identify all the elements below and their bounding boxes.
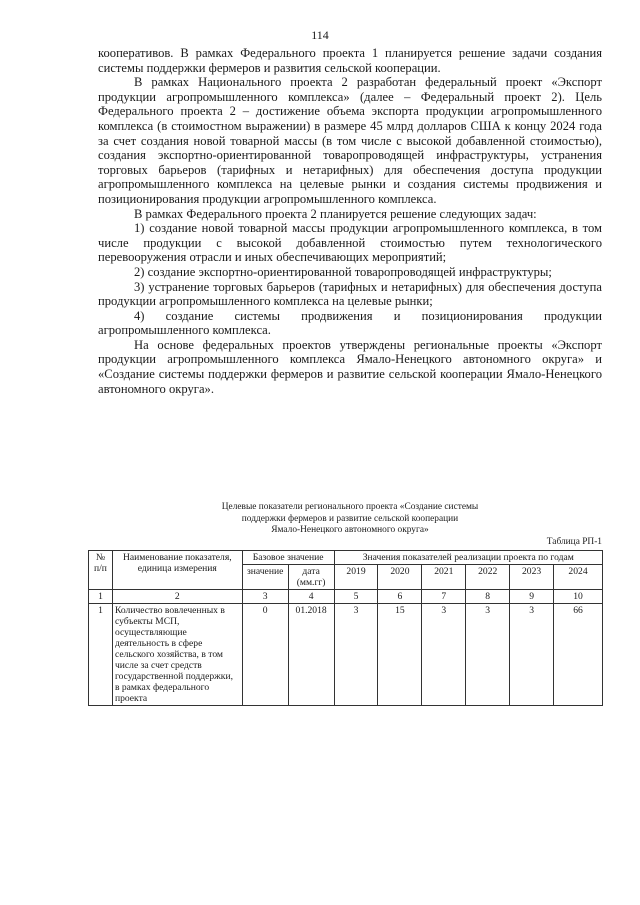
list-item: 1) создание новой товарной массы продукции агропромышленного комплекса, в том числе продукции с высокой добавленной стоимостью путем технологического перевооружения отрасли и иных обеспечивающих мероприятий; [98,221,602,265]
header-year: 2022 [466,565,510,590]
header-base-date: дата (мм.гг) [288,565,334,590]
table-row [89,604,603,706]
list-item: 4) создание системы продвижения и позиционирования продукции агропромышленного комплекса. [98,308,602,338]
caption-line: Целевые показатели регионального проекта «Создание системы [221,502,479,512]
paragraph: В рамках Федерального проекта 2 планируется решение следующих задач: [134,206,537,221]
table-label: Таблица РП-1 [546,537,602,547]
header-name: Наименование показателя, единица измерения [112,551,242,590]
indicators-table [88,550,603,706]
row-value: 66 [554,604,603,706]
list-item: 2) создание экспортно-ориентированной товаропроводящей инфраструктуры; [134,264,552,279]
header-year: 2019 [334,565,378,590]
column-number: 6 [378,590,422,604]
table-header-row [89,551,603,565]
column-number: 3 [242,590,288,604]
paragraph: кооперативов. В рамках Федерального проекта 1 планируется решение задачи создания системы поддержки фермеров и развития сельской кооперации. [98,46,602,75]
row-base-date: 01.2018 [288,604,334,706]
row-num: 1 [89,604,113,706]
paragraph: На основе федеральных проектов утверждены региональные проекты «Экспорт продукции агропромышленного комплекса Ямало-Ненецкого автономного округа» и «Создание системы поддержки фермеров и развитие сельской кооперации Ямало-Ненецкого автономного округа». [98,337,602,396]
column-number: 8 [466,590,510,604]
caption-line: Ямало-Ненецкого автономного округа» [271,525,429,535]
column-number: 5 [334,590,378,604]
column-number: 9 [510,590,554,604]
row-value: 3 [334,604,378,706]
row-value: 3 [422,604,466,706]
body-text [98,46,602,396]
column-number: 10 [554,590,603,604]
column-number-row [89,590,603,604]
column-number: 1 [89,590,113,604]
header-year: 2020 [378,565,422,590]
header-year: 2023 [510,565,554,590]
table-caption [98,502,602,537]
row-value: 3 [510,604,554,706]
header-values: Значения показателей реализации проекта по годам [334,551,602,565]
header-num: № п/п [89,551,113,590]
row-value: 15 [378,604,422,706]
paragraph: В рамках Национального проекта 2 разработан федеральный проект «Экспорт продукции агропромышленного комплекса» (далее – Федеральный проект 2). Цель Федерального проекта 2 – достижение объема экспорта продукции агропромышленного комплекса (в стоимостном выражении) в размере 45 млрд долларов США к концу 2024 года за счет создания новой товарной массы (в том числе с высокой добавленной стоимостью), создания экспортно-ориентированной товаропроводящей инфраструктуры, устранения торговых барьеров (тарифных и нетарифных) для обеспечения доступа продукции агропромышленного комплекса на целевые рынки и создания системы продвижения и позиционирования продукции агропромышленного комплекса. [98,75,602,206]
column-number: 2 [112,590,242,604]
row-name: Количество вовлеченных в субъекты МСП, осуществляющие деятельность в сфере сельского хозяйства, в том числе за счет средств государственной поддержки, в рамках федерального проекта [112,604,242,706]
column-number: 7 [422,590,466,604]
header-year: 2021 [422,565,466,590]
header-year: 2024 [554,565,603,590]
page-number: 114 [311,28,329,42]
header-base-value: значение [242,565,288,590]
caption-line: поддержки фермеров и развитие сельской кооперации [241,513,459,524]
row-base-value: 0 [242,604,288,706]
list-item: 3) устранение торговых барьеров (тарифных и нетарифных) для обеспечения доступа продукции агропромышленного комплекса на целевые рынки; [98,279,602,309]
row-value: 3 [466,604,510,706]
column-number: 4 [288,590,334,604]
header-base: Базовое значение [242,551,334,565]
